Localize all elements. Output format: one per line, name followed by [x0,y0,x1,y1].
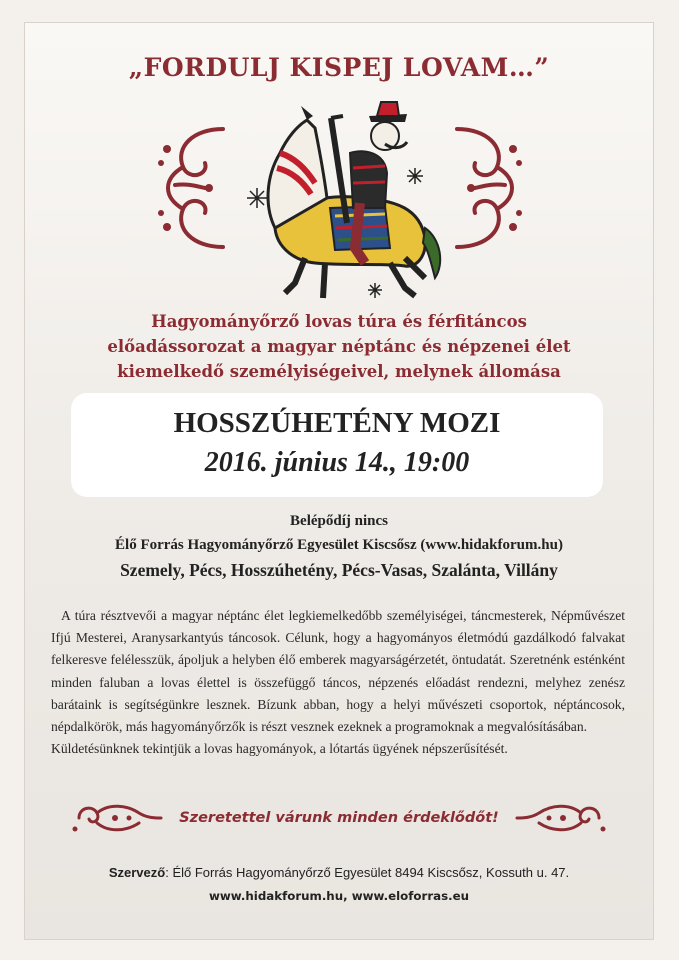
event-date: 2016. június 14., 19:00 [204,447,470,478]
intro-line: előadássorozat a magyar néptánc és népzenei élet [107,337,571,356]
intro-text [65,309,613,384]
body-paragraph: A túra résztvevői a magyar néptánc élet legkiemelkedőbb személyiségei, táncmesterek, Népművészet Ifjú Mesterei, Aranysarkantyús táncosok. Célunk, hogy a hagyományos életmódú gazdálkodó falvakat felkeresve felélesszük, ápoljuk a helyben élő emberek magyarságérzetét, öntudatát. Szeretnénk esténként minden faluban a lovas élettel is összefüggő táncos, népzenés előadást rendezni, melyhez zenész barátaink is segítségünkre lesznek. Bízunk abban, hogy a helyi művészeti csoportok, néptáncosok, népdalkörök, más hagyományőrzők is részt vesznek ezeknek a programoknak a megvalósításában. [51,608,625,735]
stations-line: Szemely, Pécs, Hosszúhetény, Pécs-Vasas, Szalánta, Villány [120,560,558,580]
venue-box [71,393,603,497]
websites-line: www.hidakforum.hu, www.eloforras.eu [208,889,470,903]
venue-name: HOSSZÚHETÉNY MOZI [173,407,501,439]
association-line: Élő Forrás Hagyományőrző Egyesület Kiscsősz (www.hidakforum.hu) [115,537,563,553]
horse-rider-illustration-icon [235,98,445,303]
intro-line: kiemelkedő személyiségeivel, melynek állomása [117,362,561,381]
organizer-text: : Élő Forrás Hagyományőrző Egyesület 8494 Kiscsősz, Kossuth u. 47. [165,865,570,880]
organizer-line [25,865,653,880]
left-ornament-icon [153,123,237,253]
right-ornament-icon [443,123,527,253]
entry-fee: Belépődíj nincs [290,513,388,529]
body-text [51,605,625,760]
welcome-message: Szeretettel várunk minden érdeklődőt! [179,810,499,826]
body-paragraph: Küldetésünknek tekintjük a lovas hagyományok, a lótartás ügyének népszerűsítését. [51,741,508,757]
intro-line: Hagyományőrző lovas túra és férfitáncos [151,312,527,331]
poster [24,22,654,940]
poster-title: „FORDULJ KISPEJ LOVAM…” [128,53,550,82]
organizer-label: Szervező [108,865,166,880]
